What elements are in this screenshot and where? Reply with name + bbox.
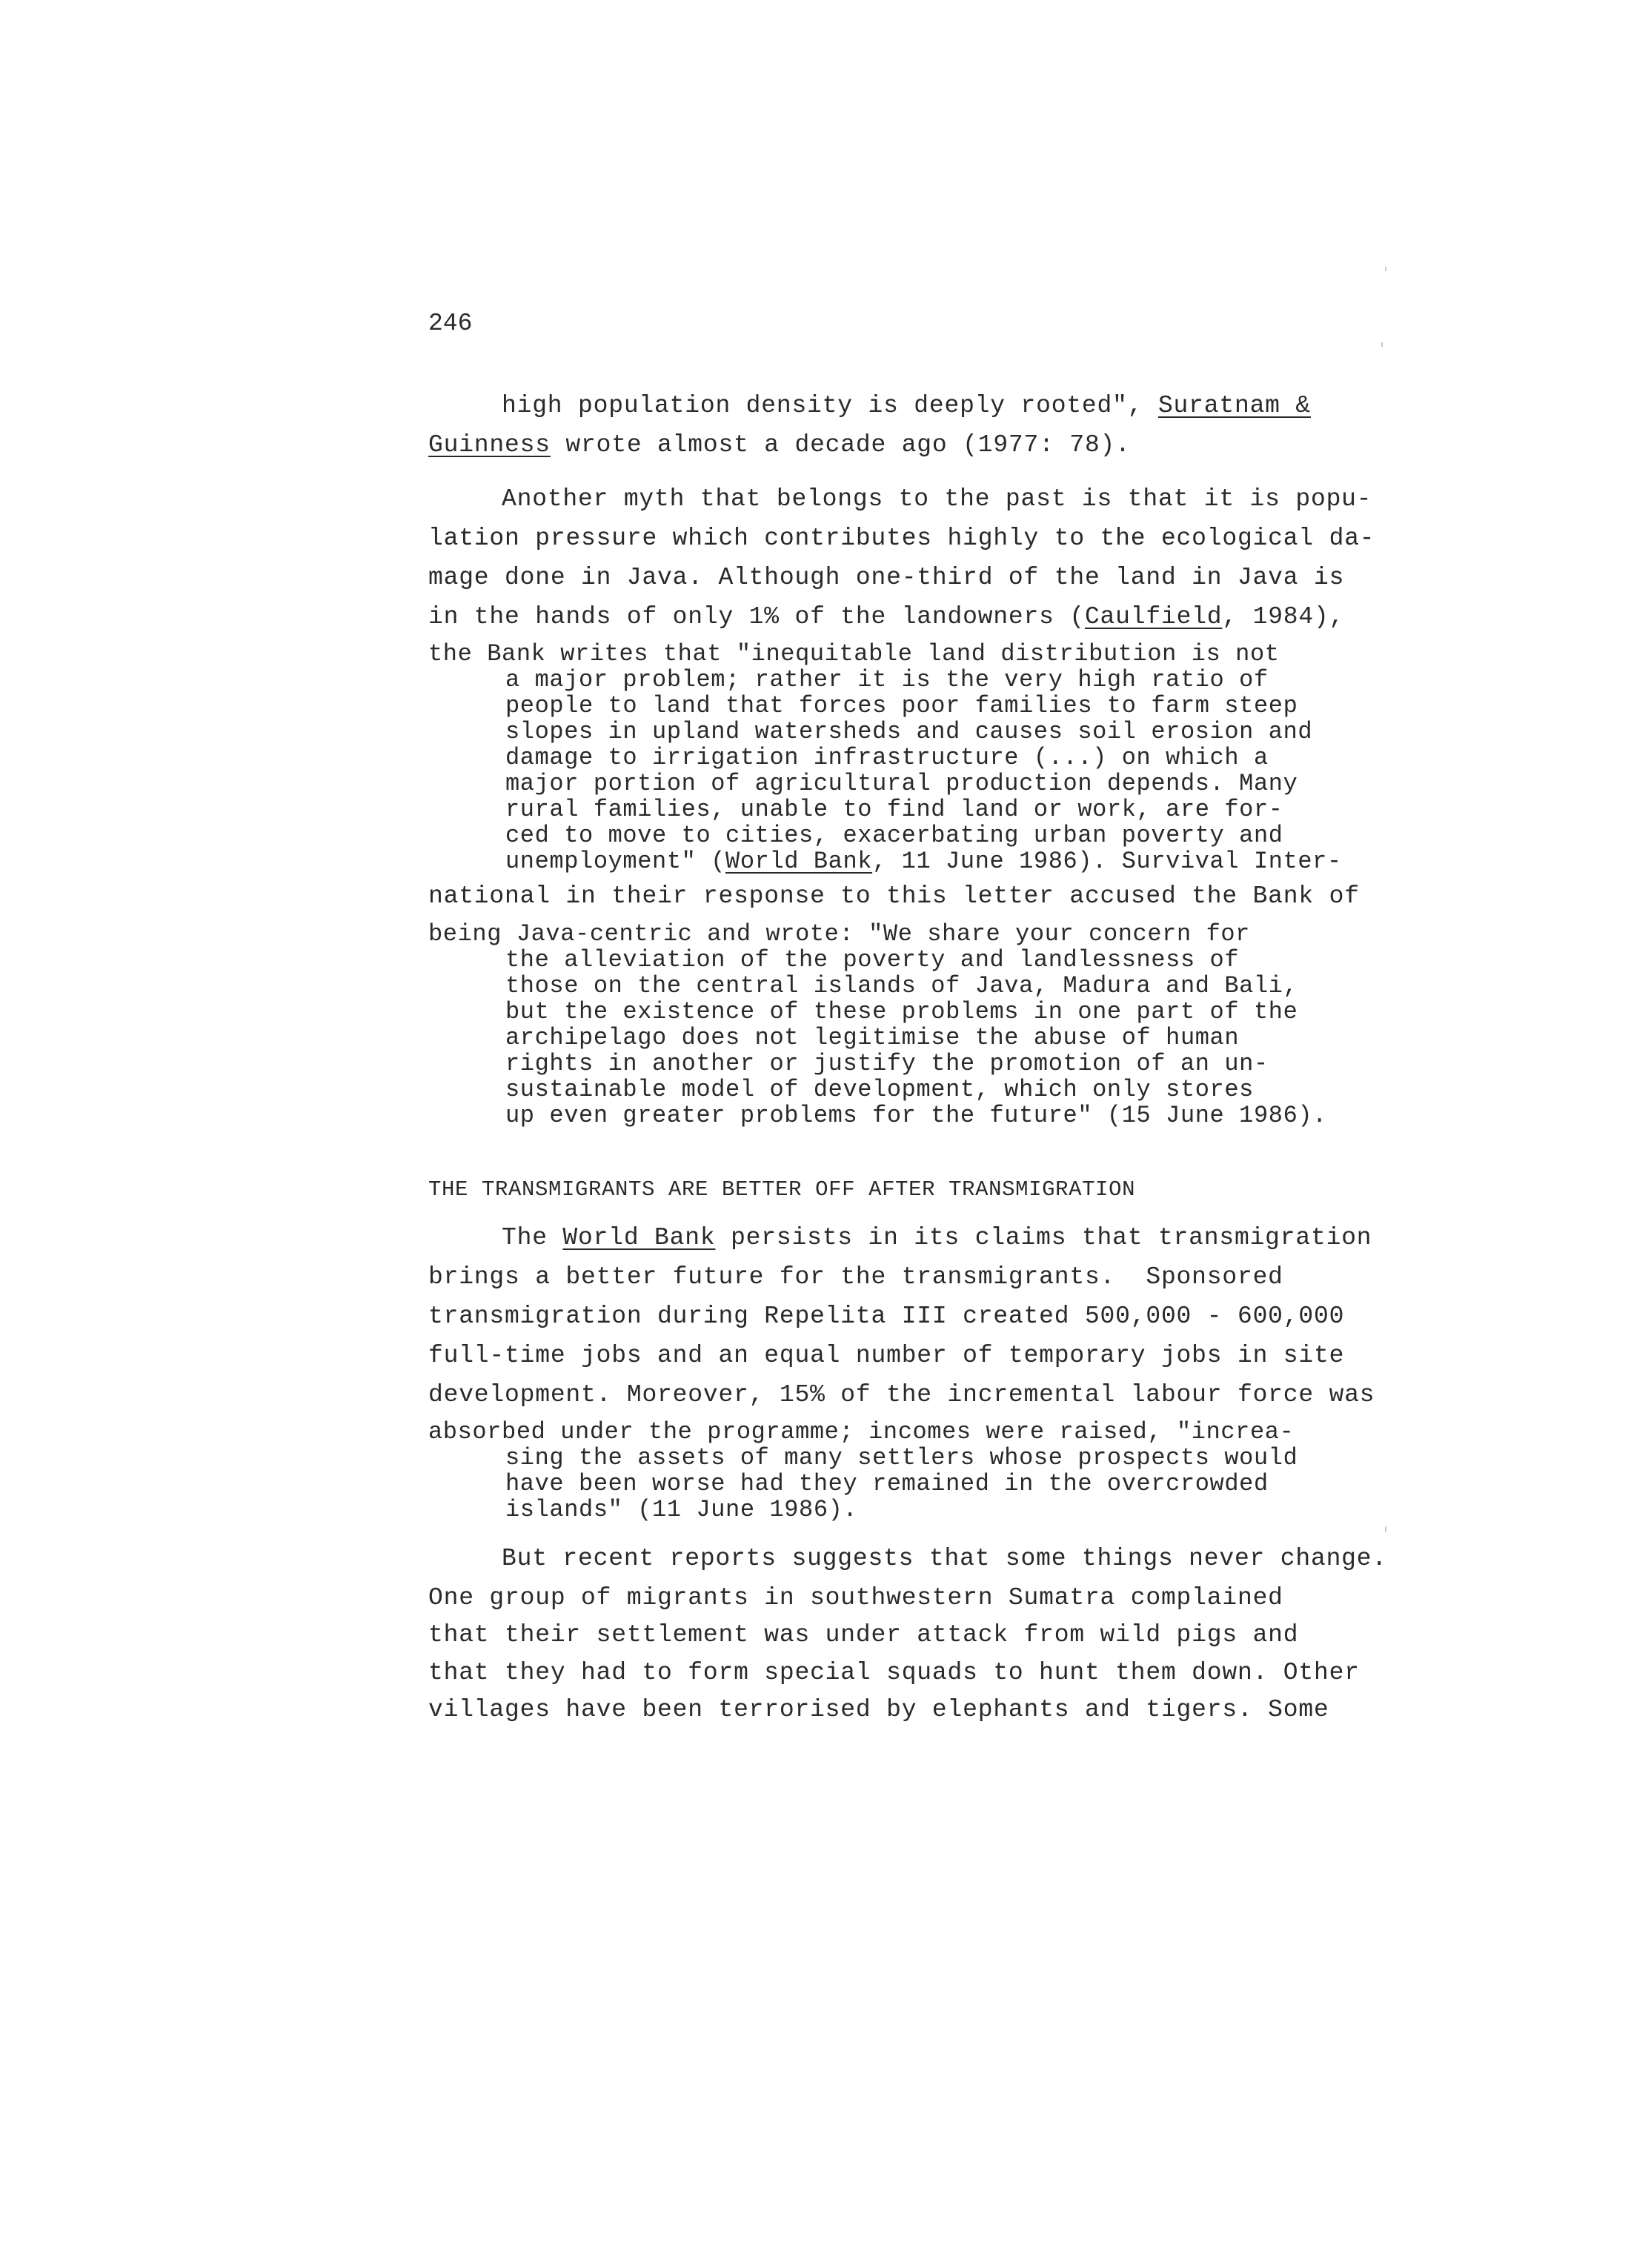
text-line: in the hands of only 1% of the landowners (Caulfield, 1984), — [428, 603, 1345, 631]
text-line: But recent reports suggests that some things never change. — [502, 1545, 1387, 1572]
quote-line: islands" (11 June 1986). — [505, 1496, 858, 1523]
page-number: 246 — [428, 310, 473, 337]
scan-mark — [1385, 1526, 1386, 1532]
text-line: that they had to form special squads to hunt them down. Other — [428, 1659, 1360, 1686]
quote-line: slopes in upland watersheds and causes soil erosion and — [505, 718, 1313, 745]
text-line: brings a better future for the transmigrants. Sponsored — [428, 1263, 1283, 1291]
text-line: The World Bank persists in its claims that transmigration — [502, 1224, 1372, 1251]
quote-line: unemployment" (World Bank, 11 June 1986). Survival Inter- — [505, 848, 1342, 875]
text-line: villages have been terrorised by elephants and tigers. Some — [428, 1696, 1329, 1723]
quote-line: sustainable model of development, which only stores — [505, 1076, 1254, 1103]
text-line: Guinness wrote almost a decade ago (1977: 78). — [428, 431, 1131, 459]
quote-line: rural families, unable to find land or work, are for- — [505, 796, 1283, 823]
quote-line: people to land that forces poor families to farm steep — [505, 692, 1298, 719]
quote-line: those on the central islands of Java, Madura and Bali, — [505, 972, 1298, 1000]
text-line: full-time jobs and an equal number of temporary jobs in site — [428, 1342, 1345, 1369]
quote-line: the Bank writes that "inequitable land distribution is not — [428, 640, 1280, 668]
quote-line: damage to irrigation infrastructure (...) on which a — [505, 744, 1269, 771]
quote-line: absorbed under the programme; incomes were raised, "increa- — [428, 1418, 1295, 1446]
text-line: national in their response to this letter accused the Bank of — [428, 882, 1360, 910]
quote-line: the alleviation of the poverty and landlessness of — [505, 946, 1240, 974]
text-line: lation pressure which contributes highly to the ecological da- — [428, 525, 1375, 552]
quote-line: have been worse had they remained in the overcrowded — [505, 1470, 1269, 1497]
quote-line: archipelago does not legitimise the abuse of human — [505, 1024, 1240, 1051]
quote-line: a major problem; rather it is the very high ratio of — [505, 666, 1269, 694]
quote-line: major portion of agricultural production depends. Many — [505, 770, 1298, 797]
scan-mark — [1381, 342, 1383, 347]
text-line: Another myth that belongs to the past is that it is popu- — [502, 485, 1372, 513]
quote-line: ced to move to cities, exacerbating urban poverty and — [505, 822, 1283, 849]
text-line: transmigration during Repelita III created 500,000 - 600,000 — [428, 1303, 1345, 1330]
quote-line: sing the assets of many settlers whose prospects would — [505, 1444, 1298, 1471]
text-line: that their settlement was under attack from wild pigs and — [428, 1621, 1299, 1649]
section-heading: THE TRANSMIGRANTS ARE BETTER OFF AFTER TRANSMIGRATION — [428, 1177, 1136, 1202]
quote-line: but the existence of these problems in one part of the — [505, 998, 1298, 1025]
text-line: high population density is deeply rooted", Suratnam & — [502, 392, 1311, 419]
quote-line: being Java-centric and wrote: "We share your concern for — [428, 920, 1250, 948]
quote-line: rights in another or justify the promotion of an un- — [505, 1050, 1269, 1077]
scan-mark — [1385, 267, 1386, 271]
text-line: One group of migrants in southwestern Sumatra complained — [428, 1584, 1283, 1612]
quote-line: up even greater problems for the future" (15 June 1986). — [505, 1102, 1327, 1129]
text-line: mage done in Java. Although one-third of the land in Java is — [428, 564, 1345, 591]
text-line: development. Moreover, 15% of the incremental labour force was — [428, 1381, 1375, 1409]
